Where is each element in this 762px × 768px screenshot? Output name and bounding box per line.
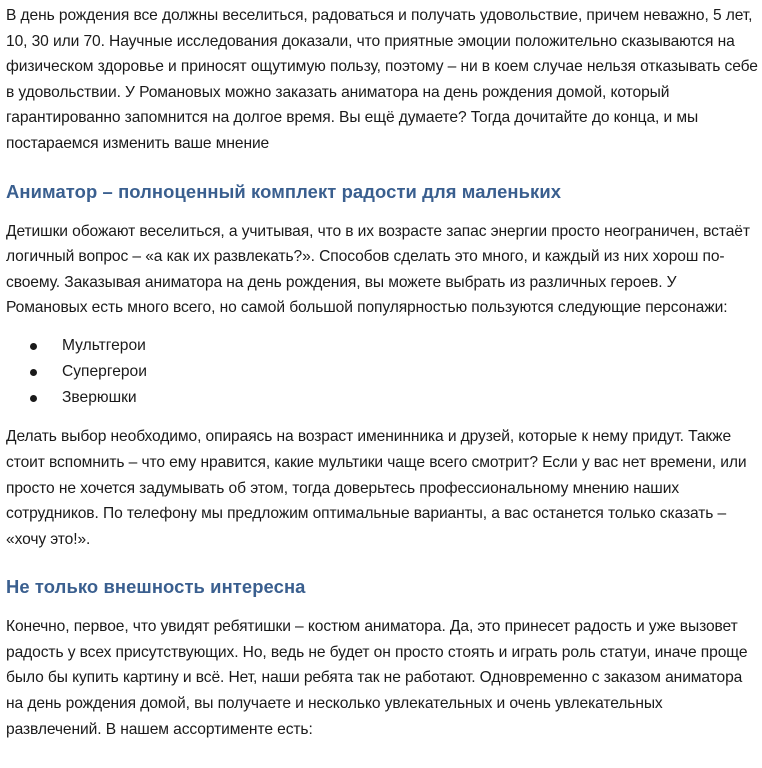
document-page bbox=[6, 0, 758, 742]
look-paragraph: Конечно, первое, что увидят ребятишки – костюм аниматора. Да, это принесет радость и уже вызовет радость у всех присутствующих. Но, ведь не будет он просто стоять и играть роль статуи, иначе проще было бы купить картину и всё. Нет, наши ребята так не работают. Одновременно с заказом аниматора на день рождения домой, вы получаете и несколько увлекательных и очень увлекательных развлечений. В нашем ассортименте есть: bbox=[6, 618, 748, 738]
characters-list bbox=[6, 333, 758, 410]
bullet-icon bbox=[30, 369, 37, 376]
list-item bbox=[6, 333, 758, 359]
intro-paragraph: В день рождения все должны веселиться, радоваться и получать удовольствие, причем неважно, 5 лет, 10, 30 или 70. Научные исследования доказали, что приятные эмоции положительно сказываются на физическом здоровье и приносят ощутимую пользу, поэтому – ни в коем случае нельзя отказывать себе в удовольствии. У Романовых можно заказать аниматора на день рождения домой, который гарантированно запомнится на долгое время. Вы ещё думаете? Тогда дочитайте до конца, и мы постараемся изменить ваше мнение bbox=[6, 7, 758, 152]
list-item bbox=[6, 359, 758, 385]
bullet-icon bbox=[30, 343, 37, 350]
bullet-icon bbox=[30, 395, 37, 402]
choice-paragraph: Делать выбор необходимо, опираясь на возраст именинника и друзей, которые к нему придут. Также стоит вспомнить – что ему нравится, какие мультики чаще всего смотрит? Если у вас нет времени, или просто не хочется задумывать об этом, тогда доверьтесь профессиональному мнению наших сотрудников. По телефону мы предложим оптимальные варианты, а вас останется только сказать – «хочу это!». bbox=[6, 428, 747, 548]
list-item-label: Зверюшки bbox=[62, 388, 137, 406]
list-item bbox=[6, 385, 758, 411]
list-item-label: Супергерои bbox=[62, 362, 147, 380]
list-item-label: Мультгерои bbox=[62, 336, 146, 354]
animator-paragraph: Детишки обожают веселиться, а учитывая, что в их возрасте запас энергии просто неограничен, встаёт логичный вопрос – «а как их развлекать?». Способов сделать это много, и каждый из них хорош по-своему. Заказывая аниматора на день рождения, вы можете выбрать из различных героев. У Романовых есть много всего, но самой большой популярностью пользуются следующие персонажи: bbox=[6, 222, 750, 317]
section-heading-look: Не только внешность интересна bbox=[6, 576, 306, 598]
section-heading-animator: Аниматор – полноценный комплект радости для маленьких bbox=[6, 180, 562, 202]
